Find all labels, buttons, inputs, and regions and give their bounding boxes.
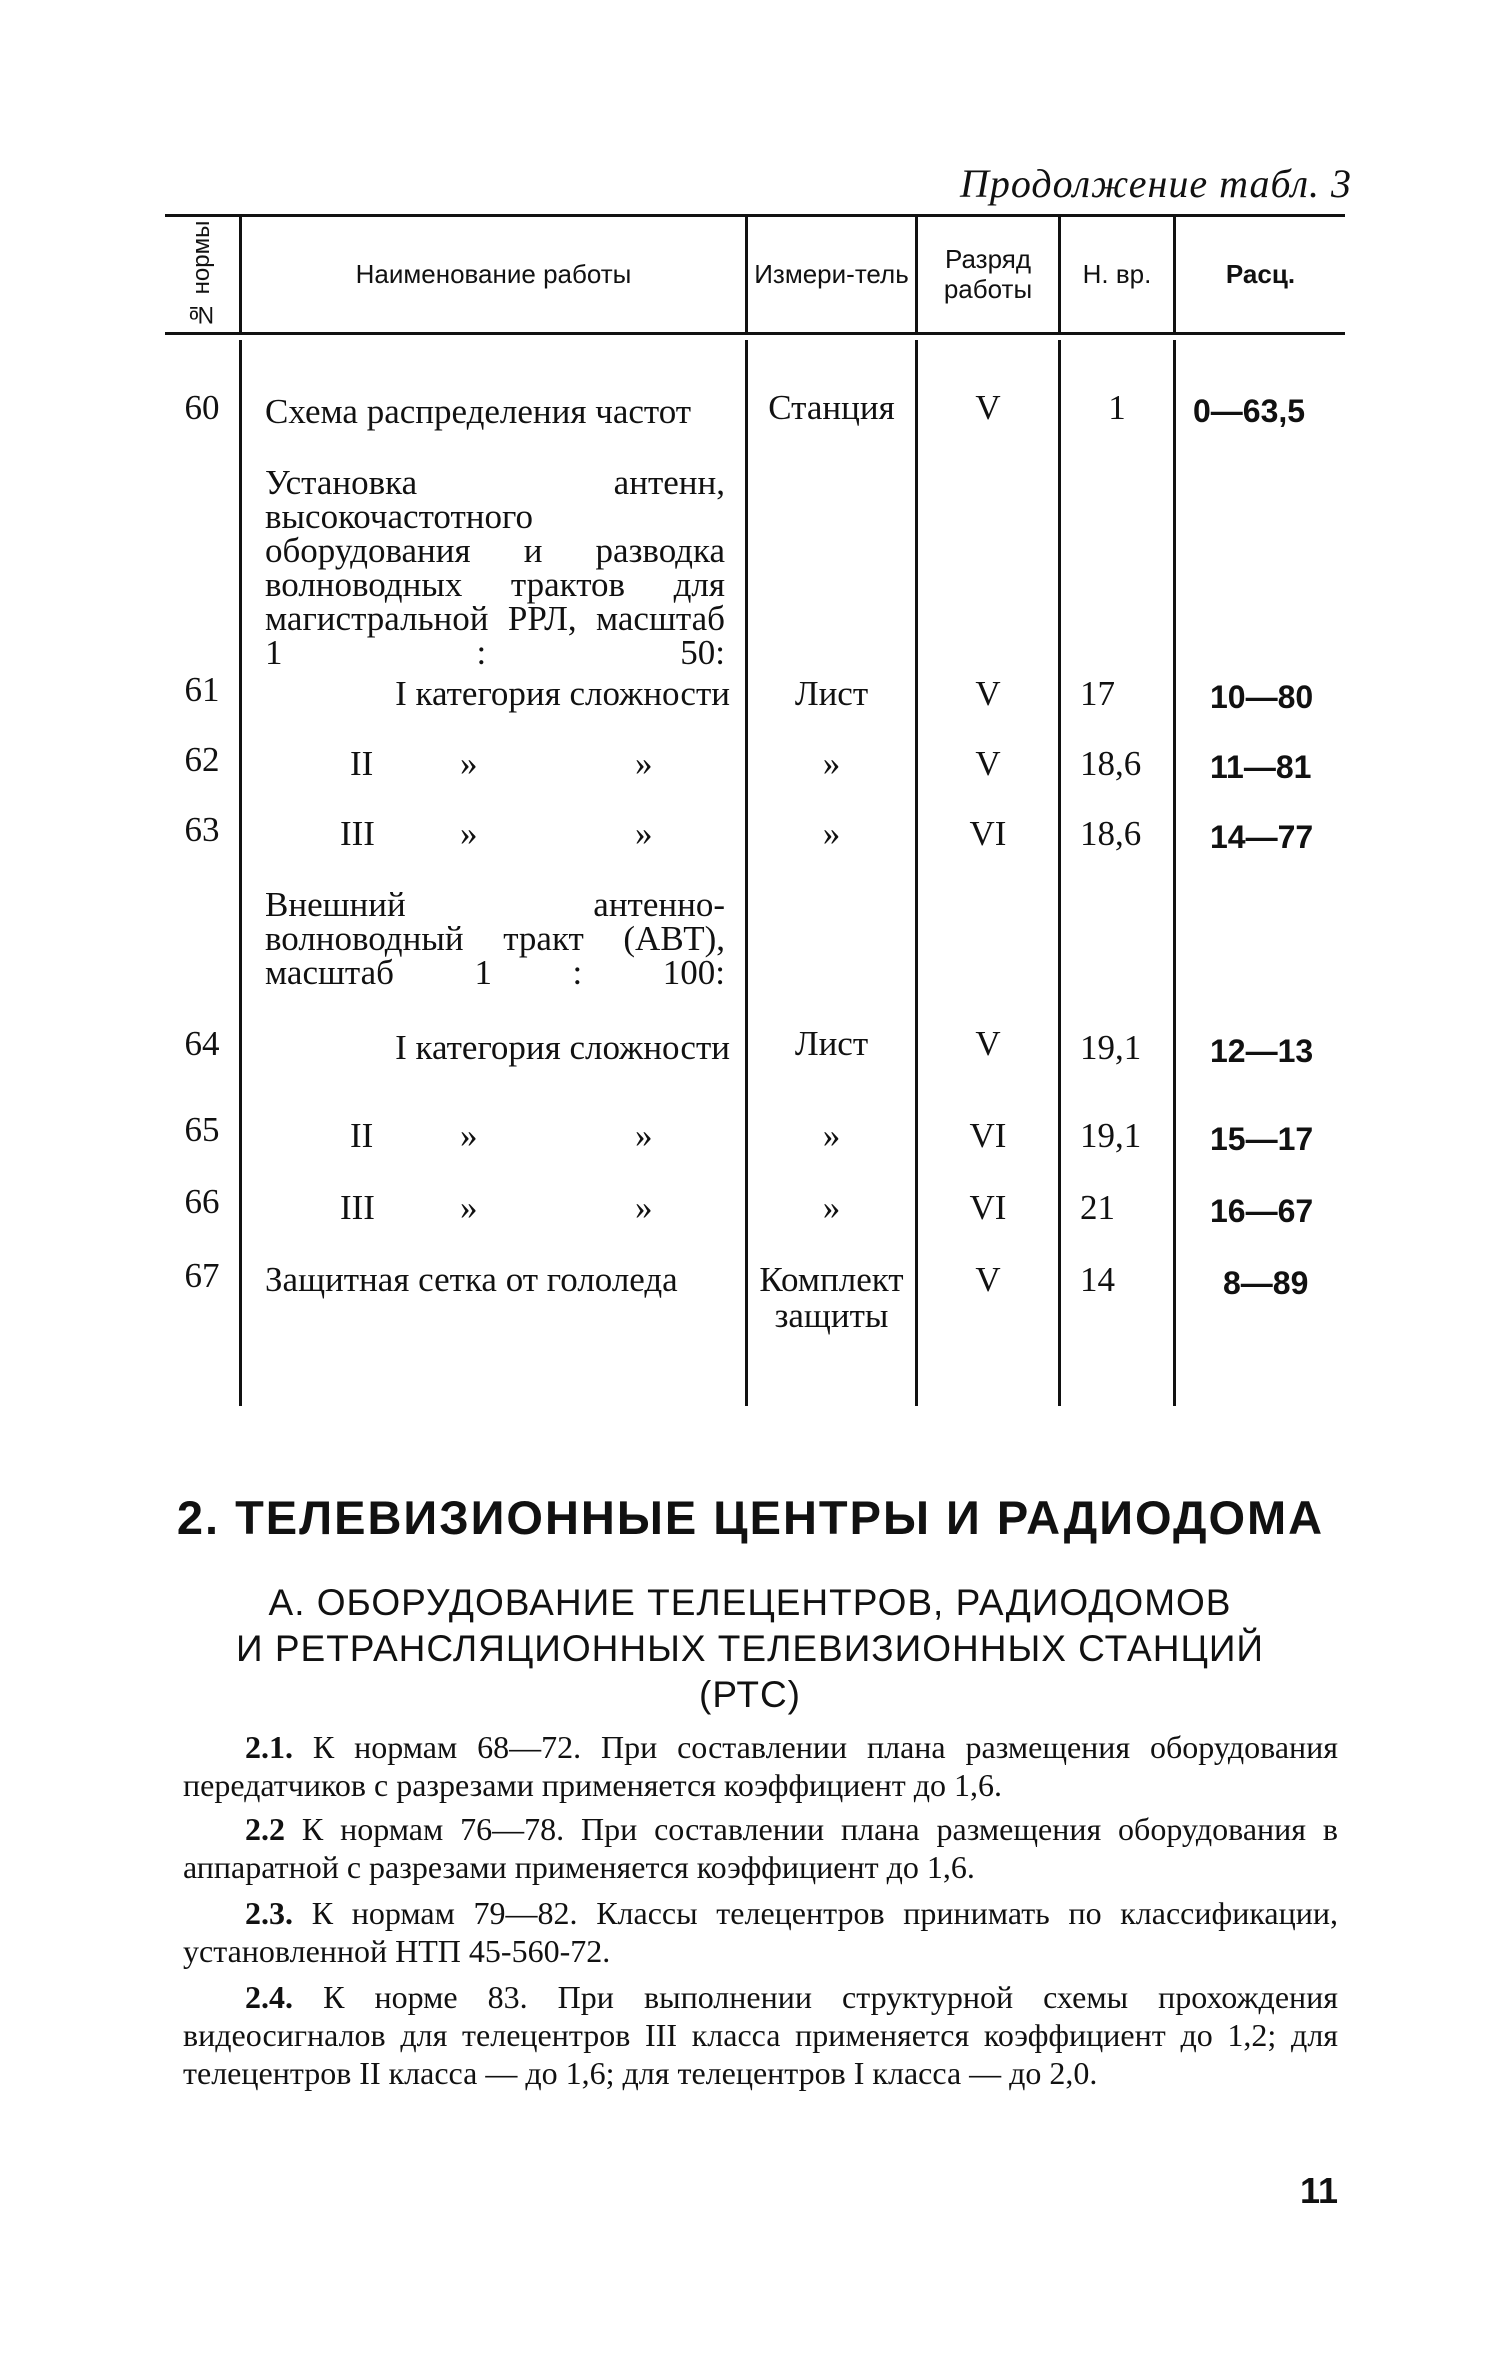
header-unit: Измери-тель [754, 259, 909, 289]
row-time-norm: 17 [1080, 674, 1115, 713]
row-grade: V [975, 1024, 1001, 1063]
row-norm-number: 62 [184, 740, 220, 779]
row-grade: V [975, 674, 1001, 713]
note-paragraph [183, 1810, 1338, 1886]
row-rate: 14—77 [1210, 819, 1314, 855]
row-norm-number: 63 [184, 810, 220, 849]
section-title: 2. ТЕЛЕВИЗИОННЫЕ ЦЕНТРЫ И РАДИОДОМА [176, 1491, 1325, 1544]
row-unit: Станция [768, 388, 895, 427]
row-work-name: Защитная сетка от гололеда [265, 1260, 678, 1299]
row-time-norm: 1 [1108, 388, 1126, 427]
ditto-mark: » [635, 814, 653, 853]
ditto-mark: » [460, 1116, 478, 1155]
table-header-rule [165, 332, 1345, 335]
row-norm-number: 66 [184, 1182, 220, 1221]
note-paragraph [183, 1728, 1338, 1804]
norms-table [165, 214, 1345, 1406]
row-category: I категория сложности [395, 1028, 730, 1067]
row-unit: Лист [794, 674, 869, 713]
row-category-roman: III [340, 814, 375, 853]
row-norm-number: 65 [184, 1110, 220, 1149]
header-time-norm: Н. вр. [1082, 259, 1152, 289]
row-unit: Комплект [759, 1260, 904, 1299]
note-number: 2.4. [245, 1979, 293, 2015]
subsection-title [150, 1580, 1350, 1718]
row-unit: » [822, 814, 841, 853]
continuation-label: Продолжение табл. 3 [960, 161, 1353, 206]
subsection-title-line: (РТС) [699, 1674, 801, 1715]
ditto-mark: » [635, 1188, 653, 1227]
row-rate: 16—67 [1210, 1193, 1314, 1229]
row-time-norm: 18,6 [1080, 814, 1142, 853]
row-norm-number: 64 [184, 1024, 220, 1063]
row-unit: Лист [794, 1024, 869, 1063]
row-rate: 8—89 [1223, 1265, 1309, 1301]
subsection-title-line: И РЕТРАНСЛЯЦИОННЫХ ТЕЛЕВИЗИОННЫХ СТАНЦИЙ [235, 1628, 1265, 1669]
group-heading: Внешний антенно-волноводный тракт (АВТ), масштаб 1 : 100: [265, 885, 725, 992]
column-divider [1058, 340, 1061, 1406]
row-time-norm: 18,6 [1080, 744, 1142, 783]
row-time-norm: 19,1 [1080, 1116, 1142, 1155]
row-grade: VI [969, 1116, 1007, 1155]
note-number: 2.1. [245, 1729, 293, 1765]
header-work-name: Наименование работы [355, 259, 632, 289]
row-grade: V [975, 1260, 1001, 1299]
row-grade: V [975, 744, 1001, 783]
column-divider [915, 340, 918, 1406]
subsection-title-line: А. ОБОРУДОВАНИЕ ТЕЛЕЦЕНТРОВ, РАДИОДОМОВ [268, 1582, 1232, 1623]
row-grade: VI [969, 1188, 1007, 1227]
ditto-mark: » [460, 744, 478, 783]
table-top-rule [165, 214, 1345, 217]
note-text: К нормам 76—78. При составлении плана размещения оборудования в аппаратной с разрезами применяется коэффициент до 1,6. [183, 1811, 1339, 1885]
row-unit: » [822, 1188, 841, 1227]
ditto-mark: » [460, 1188, 478, 1227]
note-number: 2.3. [245, 1895, 293, 1931]
note-paragraph [183, 1894, 1338, 1970]
note-paragraph [183, 1978, 1338, 2092]
header-norm-number: № нормы [188, 220, 215, 328]
row-time-norm: 21 [1080, 1188, 1115, 1227]
row-rate: 15—17 [1210, 1121, 1314, 1157]
row-rate: 12—13 [1210, 1033, 1314, 1069]
column-divider [239, 340, 242, 1406]
column-divider [1173, 340, 1176, 1406]
row-category-roman: II [350, 744, 374, 783]
row-rate: 0—63,5 [1193, 393, 1306, 429]
row-norm-number: 61 [184, 670, 220, 709]
row-grade: VI [969, 814, 1007, 853]
note-text: К норме 83. При выполнении структурной схемы прохождения видеосигналов для телецентров III класса применяется коэффициент до 1,2; для телецентров II класса — до 1,6; для телецентров I класса — до 2,0. [183, 1979, 1339, 2091]
row-category-roman: III [340, 1188, 375, 1227]
page-number: 11 [1300, 2170, 1339, 2211]
ditto-mark: » [460, 814, 478, 853]
note-text: К нормам 79—82. Классы телецентров принимать по классификации, установленной НТП 45-560-72. [183, 1895, 1339, 1969]
ditto-mark: » [635, 744, 653, 783]
row-category-roman: II [350, 1116, 374, 1155]
row-unit: » [822, 1116, 841, 1155]
row-time-norm: 19,1 [1080, 1028, 1142, 1067]
row-rate: 10—80 [1210, 679, 1314, 715]
note-number: 2.2 [245, 1811, 285, 1847]
row-time-norm: 14 [1080, 1260, 1115, 1299]
header-grade: Разряд работы [943, 244, 1033, 304]
row-norm-number: 67 [184, 1256, 220, 1295]
note-text: К нормам 68—72. При составлении плана размещения оборудования передатчиков с разрезами применяется коэффициент до 1,6. [183, 1729, 1339, 1803]
row-norm-number: 60 [184, 388, 220, 427]
row-work-name: Схема распределения частот [265, 392, 692, 431]
row-rate: 11—81 [1210, 749, 1312, 785]
column-divider [745, 340, 748, 1406]
row-grade: V [975, 388, 1001, 427]
ditto-mark: » [635, 1116, 653, 1155]
row-category: I категория сложности [395, 674, 730, 713]
header-rate: Расц. [1225, 259, 1296, 289]
row-unit-line2: защиты [774, 1296, 889, 1335]
group-heading: Установка антенн, высокочастотного оборудования и разводка волноводных трактов для магистральной РРЛ, масштаб 1 : 50: [265, 463, 725, 672]
row-unit: » [822, 744, 841, 783]
